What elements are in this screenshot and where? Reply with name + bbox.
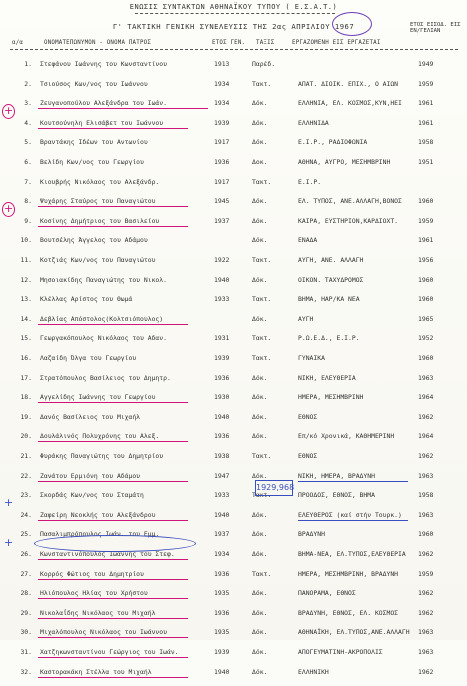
birth-year: 1940 [214, 275, 230, 284]
row-number: 22. [20, 471, 32, 480]
workplace: ΑΥΓΗ [298, 314, 314, 323]
workplace: ΕΛ. ΤΥΠΟΣ, ΑΝΕ.ΑΛΛΑΓΗ,ΒΟΝΟΣ [298, 197, 402, 206]
member-class: Δόκ. [252, 99, 268, 108]
row-number: 20. [20, 432, 32, 441]
member-class: Δόκ. [252, 432, 268, 441]
workplace: ΒΗΜΑ-ΝΕΑ, ΕΛ.ΤΥΠΟΣ,ΕΛΕΥΘΕΡΙΑ [298, 550, 406, 558]
entry-year: 1959 [418, 569, 434, 578]
entry-year: 1962 [418, 412, 434, 421]
pink-underline [38, 128, 188, 129]
birth-year: 1936 [214, 158, 230, 166]
entry-year: 1962 [418, 452, 434, 460]
entry-year: 1962 [418, 589, 434, 598]
member-class: Τακτ. [252, 354, 272, 362]
member-class: Δόκ. [252, 275, 268, 284]
row-number: 4. [24, 118, 32, 127]
birth-year: 1939 [214, 118, 230, 127]
member-class: Τακτ. [252, 177, 272, 186]
row-number: 24. [20, 510, 32, 519]
entry-year: 1965 [418, 314, 434, 323]
entry-year: 1960 [418, 530, 434, 539]
workplace: Ρ.Ω.Ε.Δ., Ε.Ι.Ρ. [298, 334, 360, 343]
member-class: Δόκ. [252, 138, 268, 147]
col-num-header: α/α [12, 40, 24, 46]
member-name: Ζανάτου Ερμιόνη του Αδάμου [40, 471, 141, 480]
member-name: Στεφάνου Ιωάννης του Κωνσταντίνου [40, 60, 167, 68]
row-number: 31. [20, 648, 32, 656]
member-name: Αγγελίδης Ιωάννης του Γεωργίου [40, 393, 156, 402]
entry-year: 1963 [418, 648, 434, 656]
row-number: 6. [24, 158, 32, 166]
workplace: ΕΛΛΗΝΙΔΑ [298, 118, 329, 127]
member-class: Δόκ. [252, 550, 268, 558]
member-name: Φυράκης Παναγιώτης του Δημητρίου [40, 452, 164, 460]
workplace: ΕΝΑΔΑ [298, 236, 318, 245]
member-class: Δόκ. [252, 118, 268, 127]
member-name: Νικολαΐδης Νικόλαος του Μιχαήλ [40, 608, 156, 617]
row-number: 16. [20, 354, 32, 362]
handwritten-number-box: 1929,968 [255, 480, 293, 496]
entry-year: 1963 [418, 471, 434, 480]
entry-year: 1963 [418, 373, 434, 382]
circle-mark-4 [2, 104, 15, 119]
pink-underline [38, 598, 188, 599]
birth-year: 1945 [214, 197, 230, 206]
entry-year: 1963 [418, 628, 434, 637]
row-number: 18. [20, 393, 32, 402]
entry-year: 1962 [418, 608, 434, 617]
year-circle-mark [332, 12, 372, 36]
member-name: Χατζηκωνσταντίνου Γεώργιος του Ιωάν. [40, 648, 179, 656]
member-class: Τακτ. [252, 295, 272, 304]
union-header: ΕΝΩΣΙΣ ΣΥΝΤΑΚΤΩΝ ΑΘΗΝΑΪΚΟΥ ΤΥΠΟΥ ( Ε.Σ.Α.Τ.) [129, 3, 338, 11]
birth-year: 1933 [214, 491, 230, 500]
birth-year: 1937 [214, 216, 230, 225]
assembly-title: Γ' ΤΑΚΤΙΚΗ ΓΕΝΙΚΗ ΣΥΝΕΛΕΥΣΙΣ ΤΗΣ 2ας ΑΠΡΙΛΙΟΥ 1967 [112, 22, 355, 31]
workplace: Ε.Ι.Ρ. [298, 177, 322, 186]
workplace: ΒΡΑΔΥΝΗ [298, 530, 325, 539]
birth-year: 1940 [214, 667, 230, 676]
row-number: 3. [24, 99, 32, 108]
pink-underline [38, 559, 188, 560]
member-class: Δόκ. [252, 393, 268, 402]
entry-year: 1958 [418, 138, 434, 147]
member-name: Λαζαίδη Όλγα του Γεωργίου [40, 354, 137, 362]
row-number: 1. [24, 60, 32, 68]
birth-year: 1930 [214, 393, 230, 402]
member-name: Ψυχάρης Σταύρος του Παναγιώτου [40, 197, 156, 206]
entry-year: 1961 [418, 99, 434, 108]
entry-year: 1964 [418, 432, 434, 441]
row-number: 27. [20, 569, 32, 578]
birth-year: 1938 [214, 452, 230, 460]
blue-underline [298, 481, 408, 482]
row-number: 30. [20, 628, 32, 637]
birth-year: 1939 [214, 354, 230, 362]
member-name: Δανός Βασίλειος του Μιχαήλ [40, 412, 141, 421]
workplace: ΕΛΕΥΘΕΡΟΣ (καί στήν Τουρκ.) [298, 510, 402, 519]
member-name: Μιχαλόπουλος Νικόλαος του Ιωάννου [40, 628, 167, 637]
row-number: 29. [20, 608, 32, 617]
pink-underline [38, 206, 188, 207]
member-name: Γεωργακόπουλος Νικόλαος του Αδαν. [40, 334, 167, 343]
workplace: ΑΘΗΝΑ, ΑΥΓΡΟ, ΜΕΣΗΜΒΡΙΝΗ [298, 158, 391, 166]
row-number: 12. [20, 275, 32, 284]
birth-year: 1947 [214, 471, 230, 480]
member-class: Δόκ. [252, 648, 268, 656]
birth-year: 1940 [214, 510, 230, 519]
member-name: Κοτζιάς Κων/νος του Παναγιώτου [40, 256, 156, 264]
member-class: Δόκ. [252, 530, 268, 539]
member-name: Κορρός Φώτιος του Δημητρίου [40, 569, 144, 578]
workplace: ΒΗΜΑ, ΗΑΡ/ΚΑ ΝΕΑ [298, 295, 360, 304]
entry-year: 1962 [418, 667, 434, 676]
member-name: Κωνσταντινόπουλος Ιωάννης του Στεφ. [40, 550, 175, 558]
col-name-header: ΟΝΟΜΑΤΕΠΩΝΥΜΟΝ - ΟΝΟΜΑ ΠΑΤΡΟΣ [44, 40, 152, 46]
member-name: Βουτσέλης Άγγελος του Αδάμου [40, 236, 148, 245]
birth-year: 1934 [214, 99, 230, 108]
member-name: Μησοιακίδης Παναγιώτης του Νικολ. [40, 275, 167, 284]
member-class: Τακτ. [252, 79, 272, 88]
row-number: 23. [20, 491, 32, 500]
member-class: Τακτ. [252, 256, 272, 264]
member-name: Ζαφείρη Νεοκλής του Αλεξάνδρου [40, 510, 156, 519]
workplace: ΑΠΟΓΕΥΜΑΤΙΝΗ-ΑΚΡΟΠΟΛΙΣ [298, 648, 383, 656]
entry-year: 1964 [418, 393, 434, 402]
table-row [0, 664, 467, 686]
workplace: ΚΑΙΡΑ, ΕΥΣΤΗΡΙΟΝ,ΚΑΡΔΙΟΧΤ. [298, 216, 399, 225]
entry-year: 1960 [418, 354, 434, 362]
birth-year: 1936 [214, 432, 230, 441]
workplace: ΓΥΝΑΙΚΑ [298, 354, 325, 362]
blue-underline [298, 520, 408, 521]
row-number: 28. [20, 589, 32, 598]
member-name: Κουτσούνηλη Ελισάβετ του Ιωάννου [40, 118, 164, 127]
birth-year: 1939 [214, 648, 230, 656]
birth-year: 1940 [214, 412, 230, 421]
member-name: Ηλιόπουλος Ηλίας του Χρήστου [40, 589, 148, 598]
workplace: ΕΘΝΟΣ [298, 452, 318, 460]
member-name: Δουλάλινός Πολυχρόνης του Αλεξ. [40, 432, 160, 441]
member-class: Δόκ. [252, 589, 268, 598]
pink-underline [38, 637, 188, 638]
circled-plus-mark-4: + [4, 104, 14, 117]
col-type-header: ΤΑΞΙΣ [256, 40, 275, 46]
birth-year: 1922 [214, 256, 230, 264]
pink-underline [38, 402, 188, 403]
pink-underline [38, 618, 188, 619]
entry-year: 1959 [418, 216, 434, 225]
entry-year: 1952 [418, 334, 434, 343]
row-number: 8. [24, 197, 32, 206]
col-work-header: ΕΡΓΑΖΟΜΕΝΗ ΕΙΣ ΕΡΓΑΖΕΤΑΙ [292, 40, 381, 46]
entry-year: 1951 [418, 158, 434, 166]
entry-year: 1958 [418, 491, 434, 500]
workplace: Ε.Ι.Ρ., ΡΑΔΙΟΦΩΝΙΑ [298, 138, 368, 147]
row-number: 19. [20, 412, 32, 421]
pink-underline [38, 108, 208, 109]
birth-year: 1934 [214, 550, 230, 558]
member-class: Δόκ. [252, 510, 268, 519]
birth-year: 1913 [214, 60, 230, 68]
workplace: Επ/κό Χρονικά, ΚΑΘΗΜΕΡΙΝΗ [298, 432, 395, 441]
member-name: Βραντάκης Ιδέων του Αντωνίου [40, 138, 148, 147]
member-name: Κιουβρής Νικόλαος του Αλεξάνδρ. [40, 177, 160, 186]
row-number: 14. [20, 314, 32, 323]
birth-year: 1936 [214, 373, 230, 382]
birth-year: 1935 [214, 589, 230, 598]
row-number: 21. [20, 452, 32, 460]
birth-year: 1935 [214, 628, 230, 637]
entry-year: 1956 [418, 256, 434, 264]
birth-year: 1931 [214, 334, 230, 343]
member-name: Καστορακάκη Στέλλα του Μιχαήλ [40, 667, 152, 676]
workplace: ΕΛΛΗΝΙΚΗ [298, 667, 329, 676]
pink-underline [38, 579, 188, 580]
entry-year: 1949 [418, 60, 434, 68]
pink-underline [38, 657, 188, 658]
name-oval-24 [34, 535, 196, 552]
workplace: ΝΙΚΗ, ΕΛΕΥΘΕΡΙΑ [298, 373, 356, 382]
circled-plus-mark-9: + [4, 202, 14, 215]
member-name: Βελίδη Κων/νος του Γεωργίου [40, 158, 144, 166]
entry-year: 1960 [418, 275, 434, 284]
entry-year: 1963 [418, 510, 434, 519]
member-class: Τακτ. [252, 452, 272, 460]
row-number: 13. [20, 295, 32, 304]
row-number: 9. [24, 216, 32, 225]
member-class: Δόκ. [252, 471, 268, 480]
entry-year: 1960 [418, 197, 434, 206]
member-name: Κοσίνης Δημήτριος του Βασιλείου [40, 216, 160, 225]
row-number: 11. [20, 256, 32, 264]
workplace: ΕΛΛΗΝΙΑ, ΕΛ. ΚΟΣΜΟΣ,ΚΥΝ,ΗΕΙ [298, 99, 402, 108]
workplace: ΒΡΑΔΥΝΗ, ΕΘΝΟΣ, ΕΛ. ΚΟΣΜΟΣ [298, 608, 399, 617]
workplace: ΑΠΑΤ. ΔΙΟΙΚ. ΕΠΙΧ., Ο ΑΙΩΝ [298, 79, 399, 88]
birth-year: 1936 [214, 569, 230, 578]
workplace: ΟΙΚΟΝ. ΤΑΧΥΔΡΟΜΟΣ [298, 275, 364, 284]
col-year-header: ΕΤΟΣ ΓΕΝ. [212, 40, 246, 46]
member-class: Δόκ. [252, 608, 268, 617]
row-number: 7. [24, 177, 32, 186]
member-name: Ζευγανοπούλου Αλεξάνδρα του Ιωάν. [40, 99, 167, 108]
entry-year: 1962 [418, 550, 434, 558]
member-class: Δόκ. [252, 373, 268, 382]
workplace: ΑΘΗΝΑΪΚΗ, ΕΛ.ΤΥΠΟΣ,ΑΝΕ.ΑΛΛΑΓΗ [298, 628, 410, 637]
columns-underline [10, 49, 458, 50]
entry-year: 1959 [418, 79, 434, 88]
row-number: 2. [24, 79, 32, 88]
row-number: 5. [24, 138, 32, 147]
member-name: Τσιούσος Κων/νος του Ιωάννου [40, 79, 148, 88]
row-number: 26. [20, 550, 32, 558]
plus-mark-22: + [4, 496, 14, 509]
member-class: Δόκ. [252, 197, 268, 206]
workplace: ΕΘΝΟΣ [298, 412, 318, 421]
entry-year: 1961 [418, 236, 434, 245]
member-class: Τακτ. [252, 569, 272, 578]
pink-underline [38, 677, 188, 678]
member-name: Στρατόπουλος Βασίλειος του Δημητρ. [40, 373, 171, 382]
row-number: 10. [20, 236, 32, 245]
entry-year: 1960 [418, 295, 434, 304]
birth-year: 1917 [214, 177, 230, 186]
birth-year: 1934 [214, 79, 230, 88]
entry-year: 1961 [418, 118, 434, 127]
pink-underline [38, 324, 188, 325]
pink-underline [38, 520, 188, 521]
row-number: 25. [20, 530, 32, 539]
member-class: Δοκ. [252, 158, 268, 166]
member-class: Δόκ. [252, 412, 268, 421]
birth-year: 1917 [214, 138, 230, 147]
birth-year: 1936 [214, 608, 230, 617]
workplace: ΠΑΝΟΡΑΜΑ, ΕΘΝΟΣ [298, 589, 356, 598]
row-number: 17. [20, 373, 32, 382]
workplace: ΗΜΕΡΑ, ΜΕΣΗΜΒΡΙΝΗ [298, 393, 364, 402]
member-class: Δόκ. [252, 314, 268, 323]
row-number: 15. [20, 334, 32, 343]
pink-underline [38, 481, 188, 482]
row-number: 32. [20, 667, 32, 676]
member-name: Σκορδάς Κων/νος του Σταμάτη [40, 491, 144, 500]
pink-underline [38, 226, 188, 227]
pink-underline [38, 441, 188, 442]
member-name: Δεβλίας Απόστολος(Κολτσιόπουλος) [40, 314, 164, 323]
member-class: Δόκ. [252, 667, 268, 676]
member-class: Παρέδ. [252, 60, 276, 68]
member-class: Τακτ. [252, 491, 272, 500]
member-class: Δόκ. [252, 216, 268, 225]
plus-mark-24: + [4, 536, 14, 549]
circle-mark-9 [2, 202, 15, 217]
member-name: Πασαλιμπρόπουλος Ιωάν. του Εμμ. [40, 530, 160, 539]
header-underline [135, 13, 335, 14]
member-name: Κλέλλας Αρίστος του Θωμά [40, 295, 133, 304]
workplace: ΗΜΕΡΑ, ΜΕΣΗΜΒΡΙΝΗ, ΒΡΑΔΥΝΗ [298, 569, 399, 578]
member-class: Τακτ. [252, 334, 272, 343]
workplace: ΠΡΟΟΔΟΣ, ΕΘΝΟΣ, ΒΗΜΑ [298, 491, 375, 500]
member-class: Δόκ. [252, 236, 268, 245]
workplace: ΑΥΓΗ, ΑΝΕ. ΑΛΛΑΓΗ [298, 256, 364, 264]
entry-year-header: ΕΤΟΣ ΕΙΣΟΔ. ΕΙΣ ΕΝ/ΓΕΛΙΑΝ [410, 22, 461, 34]
birth-year: 1933 [214, 295, 230, 304]
member-class: Δόκ. [252, 628, 268, 637]
workplace: ΝΙΚΗ, ΗΜΕΡΑ, ΒΡΑΔΥΝΗ [298, 471, 375, 480]
birth-year: 1937 [214, 530, 230, 539]
